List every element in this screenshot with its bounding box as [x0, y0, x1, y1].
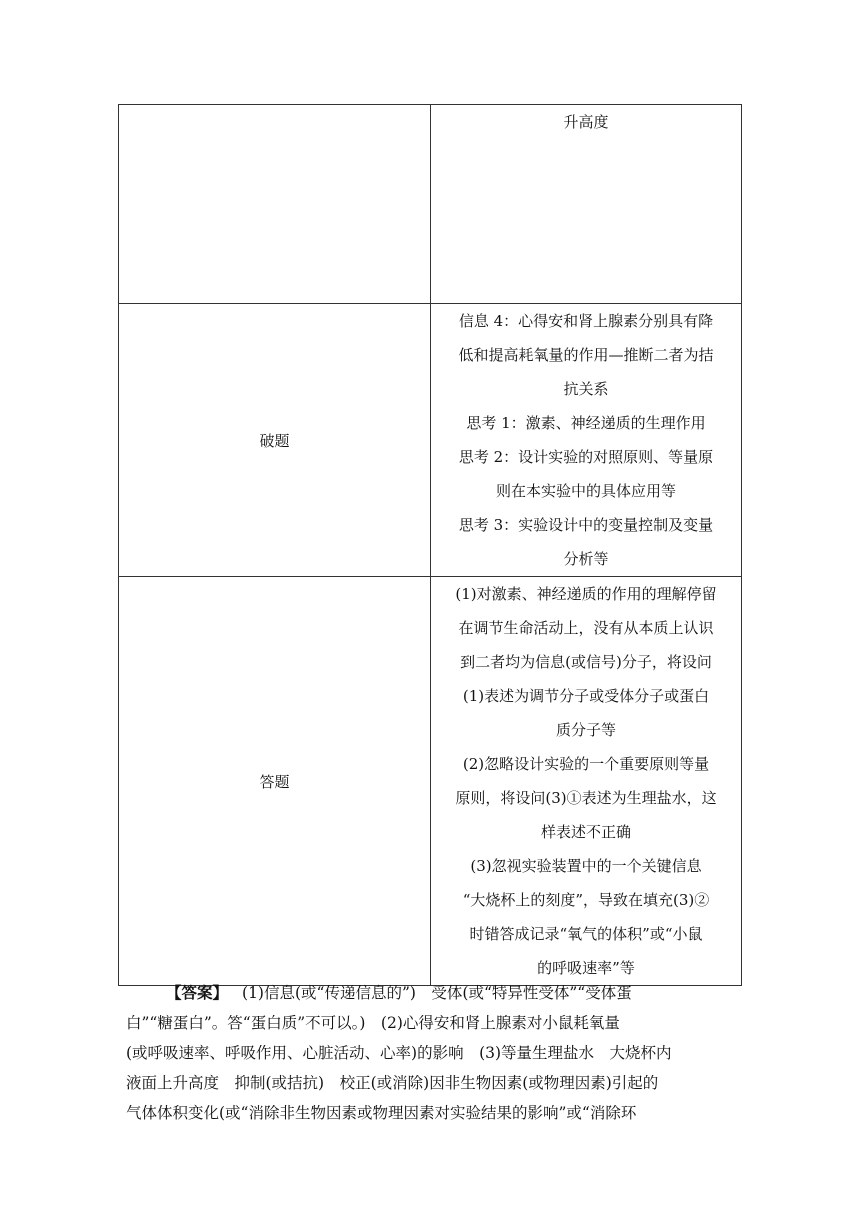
content-line: 原则，将设问(3)①表述为生理盐水，这 — [455, 789, 717, 807]
content-line: 思考 2：设计实验的对照原则、等量原 — [458, 448, 714, 466]
row-content — [431, 577, 742, 986]
content-line: 则在本实验中的具体应用等 — [495, 482, 676, 500]
row-label: 答题 — [119, 577, 431, 986]
answer-line: 液面上升高度 抑制(或拮抗) 校正(或消除)因非生物因素(或物理因素)引起的 — [126, 1074, 659, 1092]
row-label: 破题 — [119, 304, 431, 577]
content-line: 升高度 — [563, 113, 609, 131]
row-content — [431, 304, 742, 577]
content-line: “大烧杯上的刻度”，导致在填充(3)② — [462, 891, 710, 909]
content-line: 思考 3：实验设计中的变量控制及变量 — [458, 516, 714, 534]
content-line: 在调节生命活动上，没有从本质上认识 — [458, 619, 714, 637]
content-line: (1)对激素、神经递质的作用的理解停留 — [455, 585, 717, 603]
answer-line: (或呼吸速率、呼吸作用、心脏活动、心率)的影响 (3)等量生理盐水 大烧杯内 — [126, 1044, 672, 1062]
content-line: 质分子等 — [555, 721, 616, 739]
answer-line: 白”“糖蛋白”。答“蛋白质”不可以。) (2)心得安和肾上腺素对小鼠耗氧量 — [126, 1014, 620, 1032]
answer-tag: 【答案】 — [166, 983, 229, 1002]
content-line: 时错答成记录“氧气的体积”或“小鼠 — [469, 925, 703, 943]
content-line: 信息 4：心得安和肾上腺素分别具有降 — [458, 312, 714, 330]
content-line: (1)表述为调节分子或受体分子或蛋白 — [462, 687, 710, 705]
content-line: 的呼吸速率”等 — [537, 959, 635, 977]
row-label — [119, 105, 431, 304]
row-content — [431, 105, 742, 304]
answer-line — [126, 978, 746, 1008]
answer-line: 气体体积变化(或“消除非生物因素或物理因素对实验结果的影响”或“消除环 — [126, 1104, 637, 1122]
analysis-table — [118, 104, 742, 986]
content-line: (3)忽视实验装置中的一个关键信息 — [470, 857, 702, 875]
content-line: (2)忽略设计实验的一个重要原则等量 — [462, 755, 710, 773]
content-line: 思考 1：激素、神经递质的生理作用 — [466, 414, 706, 432]
content-line: 到二者均为信息(或信号)分子，将设问 — [460, 653, 712, 671]
content-line: 低和提高耗氧量的作用—推断二者为拮 — [458, 346, 714, 364]
content-line: 分析等 — [563, 550, 609, 568]
table-row — [119, 577, 742, 986]
answer-text: (1)信息(或“传递信息的”) 受体(或“特异性受体”“受体蛋 — [242, 984, 632, 1002]
content-line: 抗关系 — [563, 380, 609, 398]
content-line: 样表述不正确 — [540, 823, 631, 841]
table-row — [119, 304, 742, 577]
table-row — [119, 105, 742, 304]
answer-section — [126, 978, 746, 1128]
